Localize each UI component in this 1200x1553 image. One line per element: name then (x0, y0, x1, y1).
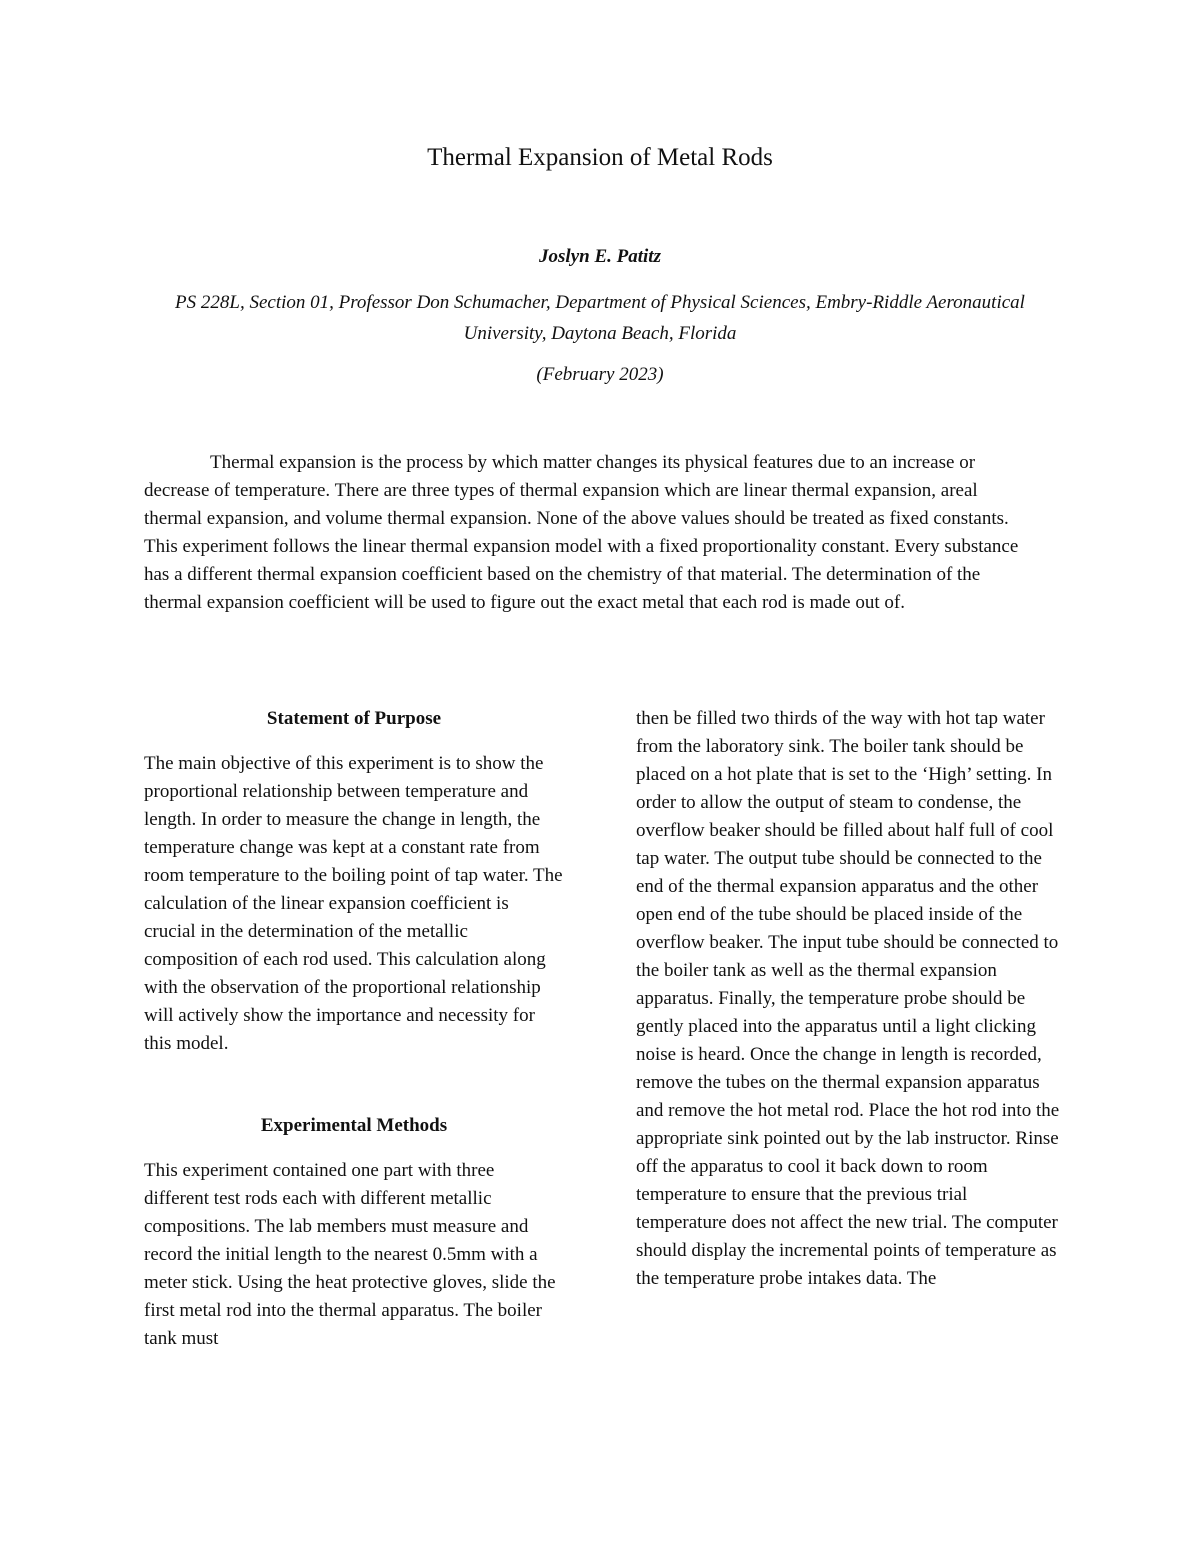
publication-date: (February 2023) (536, 364, 664, 385)
purpose-paragraph: The main objective of this experiment is to show the proportional relationship between temperature and length. In order to measure the change in length, the temperature change was kept at a constant rate from room temperature to the boiling point of tap water. The calculation of the linear expansion coefficient is crucial in the determination of the metallic composition of each rod used. This calculation along with the observation of the proportional relationship will actively show the importance and necessity for this model. (144, 753, 563, 1054)
left-column (144, 705, 564, 1353)
methods-heading: Experimental Methods (260, 1115, 448, 1136)
methods-paragraph-right: then be filled two thirds of the way with hot tap water from the laboratory sink. The boiler tank should be placed on a hot plate that is set to the ‘High’ setting. In order to allow the output of steam to condense, the overflow beaker should be filled about half full of cool tap water. The output tube should be connected to the end of the thermal expansion apparatus and the other open end of the tube should be placed inside of the overflow beaker. The input tube should be connected to the boiler tank as well as the thermal expansion apparatus. Finally, the temperature probe should be gently placed into the apparatus until a light clicking noise is heard. Once the change in length is recorded, remove the tubes on the thermal expansion apparatus and remove the hot metal rod. Place the hot rod into the appropriate sink pointed out by the lab instructor. Rinse off the apparatus to cool it back down to room temperature to ensure that the previous trial temperature does not affect the new trial. The computer should display the incremental points of temperature as the temperature probe intakes data. The (636, 708, 1060, 1289)
abstract-paragraph: Thermal expansion is the process by which matter changes its physical features due to an increase or decrease of temperature. There are three types of thermal expansion which are linear thermal expansion, areal thermal expansion, and volume thermal expansion. None of the above values should be treated as fixed constants. This experiment follows the linear thermal expansion model with a fixed proportionality constant. Every substance has a different thermal expansion coefficient based on the chemistry of that material. The determination of the thermal expansion coefficient will be used to figure out the exact metal that each rod is made out of. (144, 452, 1019, 613)
author-name: Joslyn E. Patitz (539, 246, 661, 267)
right-column (636, 705, 1060, 1293)
paper-title: Thermal Expansion of Metal Rods (427, 144, 773, 171)
methods-paragraph-left: This experiment contained one part with three different test rods each with different metallic compositions. The lab members must measure and record the initial length to the nearest 0.5mm with a meter stick. Using the heat protective gloves, slide the first metal rod into the thermal apparatus. The boiler tank must (144, 1160, 556, 1349)
purpose-heading: Statement of Purpose (266, 708, 442, 729)
author-affiliation: PS 228L, Section 01, Professor Don Schumacher, Department of Physical Sciences, Embry-Riddle Aeronautical University, Daytona Beach, Florida (175, 292, 1025, 344)
